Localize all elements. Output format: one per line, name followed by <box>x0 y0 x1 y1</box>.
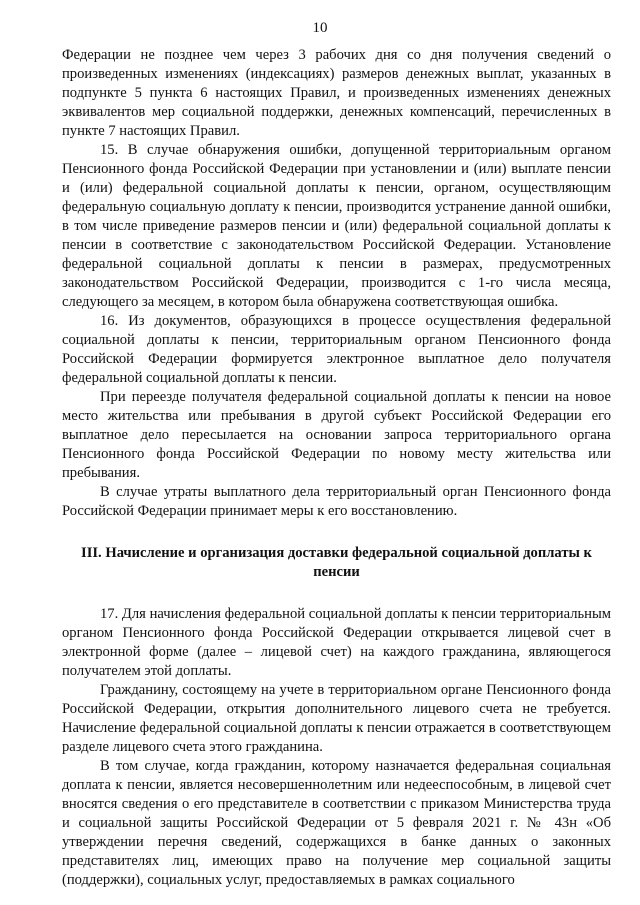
paragraph-item-16: 16. Из документов, образующихся в процессе осуществления федеральной социальной доплаты к пенсии, территориальным органом Пенсионного фонда Российской Федерации формируется электронное выплатное дело получателя федеральной социальной доплаты к пенсии. <box>62 313 611 386</box>
paragraph-continuation: Федерации не позднее чем через 3 рабочих дня со дня получения сведений о произведенных изменениях (индексациях) размеров денежных выплат, указанных в подпункте 5 пункта 6 настоящих Правил, и произведенных изменениях денежных эквивалентов мер социальной поддержки, денежных компенсаций, перечисленных в пункте 7 настоящих Правил. <box>62 47 611 139</box>
page-number: 10 <box>312 20 328 36</box>
paragraph-relocation: При переезде получателя федеральной социальной доплаты к пенсии на новое место жительства или пребывания в другой субъект Российской Федерации его выплатное дело пересылается на основании запроса территориального органа Пенсионного фонда Российской Федерации по новому месту жительства или пребывания. <box>62 389 611 481</box>
paragraph-representative: В том случае, когда гражданин, которому назначается федеральная социальная доплата к пенсии, является несовершеннолетним или недееспособным, в лицевой счет вносятся сведения о его представителе в соответствии с приказом Министерства труда и социальной защиты Российской Федерации от 5 февраля 2021 г. № 43н «Об утверждении перечня сведений, содержащихся в банке данных о законных представителях лиц, имеющих право на получение мер социальной защиты (поддержки), социальных услуг, предоставляемых в рамках социального <box>62 758 611 888</box>
paragraph-item-15: 15. В случае обнаружения ошибки, допущенной территориальным органом Пенсионного фонда Российской Федерации при установлении и (или) выплате пенсии и (или) федеральной социальной доплаты к пенсии, органом, осуществляющим федеральную социальную доплату к пенсии, производится устранение данной ошибки, в том числе приведение размеров пенсии и (или) федеральной социальной доплаты к пенсии в соответствие с законодательством Российской Федерации. Установление федеральной социальной доплаты к пенсии в размерах, предусмотренных законодательством Российской Федерации, производится с 1-го числа месяца, следующего за месяцем, в котором была обнаружена соответствующая ошибка. <box>62 142 611 310</box>
paragraph-loss: В случае утраты выплатного дела территориальный орган Пенсионного фонда Российской Федерации принимает меры к его восстановлению. <box>62 484 611 519</box>
section-heading: III. Начисление и организация доставки федеральной социальной доплаты к пенсии <box>81 545 592 580</box>
paragraph-item-17: 17. Для начисления федеральной социальной доплаты к пенсии территориальным органом Пенсионного фонда Российской Федерации открывается лицевой счет в электронной форме (далее – лицевой счет) на каждого гражданина, являющегося получателем этой доплаты. <box>62 606 611 679</box>
paragraph-registered-citizen: Гражданину, состоящему на учете в территориальном органе Пенсионного фонда Российской Федерации, открытия дополнительного лицевого счета не требуется. Начисление федеральной социальной доплаты к пенсии отражается в соответствующем разделе лицевого счета этого гражданина. <box>62 682 611 755</box>
document-body <box>62 46 611 890</box>
